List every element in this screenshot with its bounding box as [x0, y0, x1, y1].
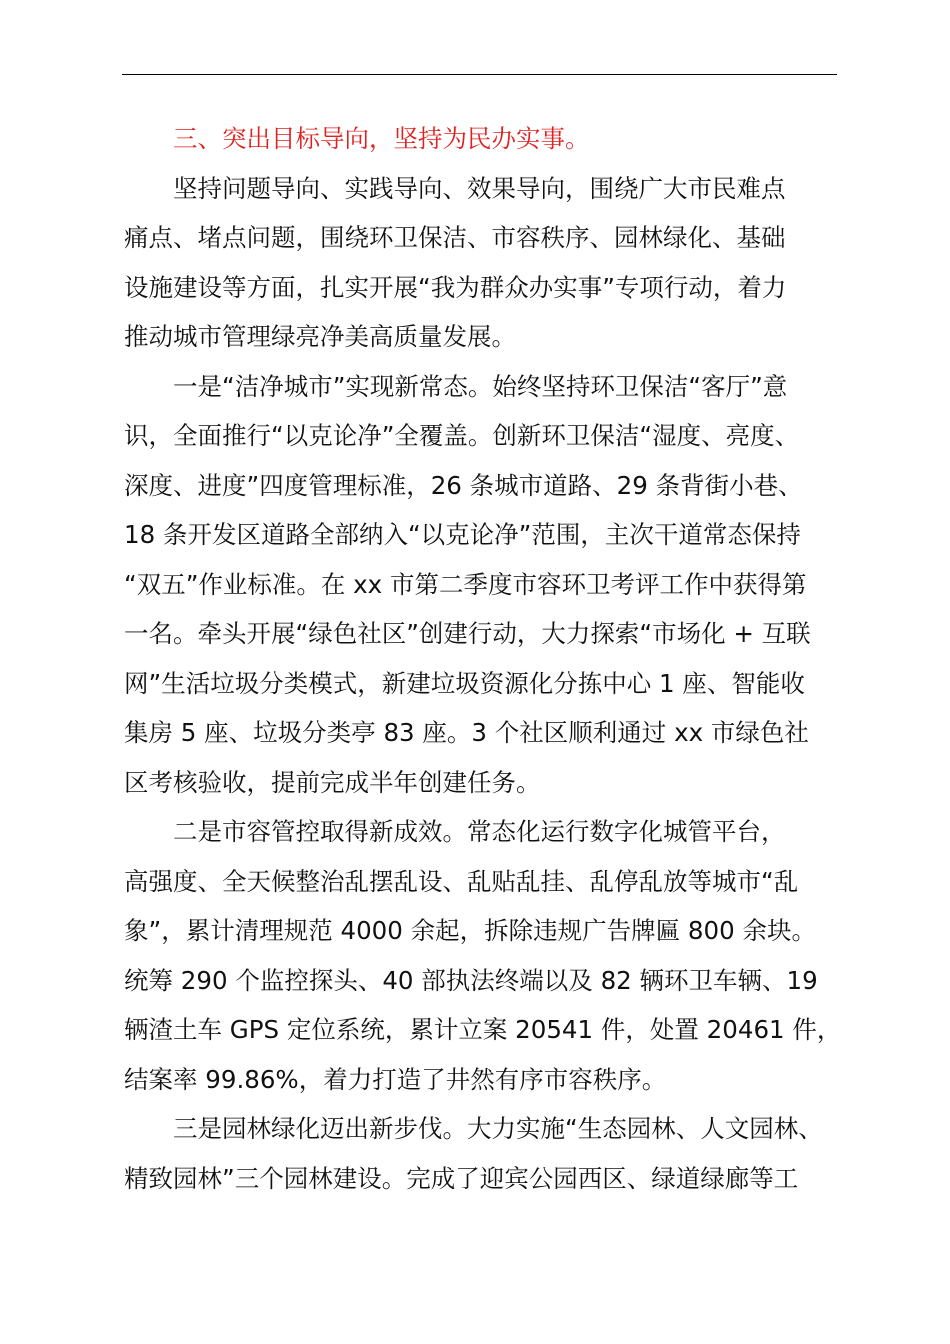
- paragraph-line: 深度、进度”四度管理标准，26 条城市道路、29 条背街小巷、: [124, 470, 803, 500]
- document-body: [124, 114, 859, 1203]
- paragraph-line: 二是市容管控取得新成效。常态化运行数字化城管平台，: [173, 817, 786, 846]
- paragraph-line: 结案率 99.86%，着力打造了井然有序市容秩序。: [124, 1064, 667, 1094]
- paragraph-line: 三是园林绿化迈出新步伐。大力实施“生态园林、人文园林、: [173, 1114, 823, 1143]
- paragraph-3: [124, 807, 859, 1104]
- paragraph-line: 网”生活垃圾分类模式，新建垃圾资源化分拣中心 1 座、智能收: [124, 668, 805, 698]
- paragraph-line: 坚持问题导向、实践导向、效果导向，围绕广大市民难点: [173, 173, 786, 203]
- paragraph-line: 18 条开发区道路全部纳入“以克论净”范围，主次干道常态保持: [124, 520, 801, 549]
- paragraph-line: 象”，累计清理规范 4000 余起，拆除违规广告牌匾 800 余块。: [124, 916, 816, 945]
- paragraph-line: 高强度、全天候整治乱摆乱设、乱贴乱挂、乱停乱放等城市“乱: [124, 866, 799, 896]
- paragraph-line: 设施建设等方面，扎实开展“我为群众办实事”专项行动，着力: [124, 272, 787, 302]
- paragraph-line: 识，全面推行“以克论净”全覆盖。创新环卫保洁“湿度、亮度、: [124, 421, 800, 450]
- paragraph-line: 区考核验收，提前完成半年创建任务。: [124, 767, 541, 797]
- header-rule: [122, 74, 837, 75]
- paragraph-line: 统筹 290 个监控探头、40 部执法终端以及 82 辆环卫车辆、19: [124, 965, 818, 995]
- paragraph-line: 精致园林”三个园林建设。完成了迎宾公园西区、绿道绿廊等工: [124, 1163, 799, 1193]
- paragraph-line: 痛点、堵点问题，围绕环卫保洁、市容秩序、园林绿化、基础: [124, 223, 786, 252]
- paragraph-line: 集房 5 座、垃圾分类亭 83 座。3 个社区顺利通过 xx 市绿色社: [124, 718, 809, 747]
- section-heading: [124, 114, 859, 164]
- paragraph-4: [124, 1104, 859, 1203]
- paragraph-line: 一名。牵头开展“绿色社区”创建行动，大力探索“市场化 + 互联: [124, 619, 811, 648]
- paragraph-line: “双五”作业标准。在 xx 市第二季度市容环卫考评工作中获得第: [124, 569, 807, 599]
- paragraph-2: [124, 362, 859, 808]
- paragraph-line: 推动城市管理绿亮净美高质量发展。: [124, 322, 516, 351]
- paragraph-line: 辆渣土车 GPS 定位系统，累计立案 20541 件，处置 20461 件，: [124, 1015, 842, 1044]
- paragraph-line: 一是“洁净城市”实现新常态。始终坚持环卫保洁“客厅”意: [173, 371, 788, 401]
- section-heading-text: 三、突出目标导向，坚持为民办实事。: [173, 124, 590, 153]
- paragraph-1: [124, 164, 859, 362]
